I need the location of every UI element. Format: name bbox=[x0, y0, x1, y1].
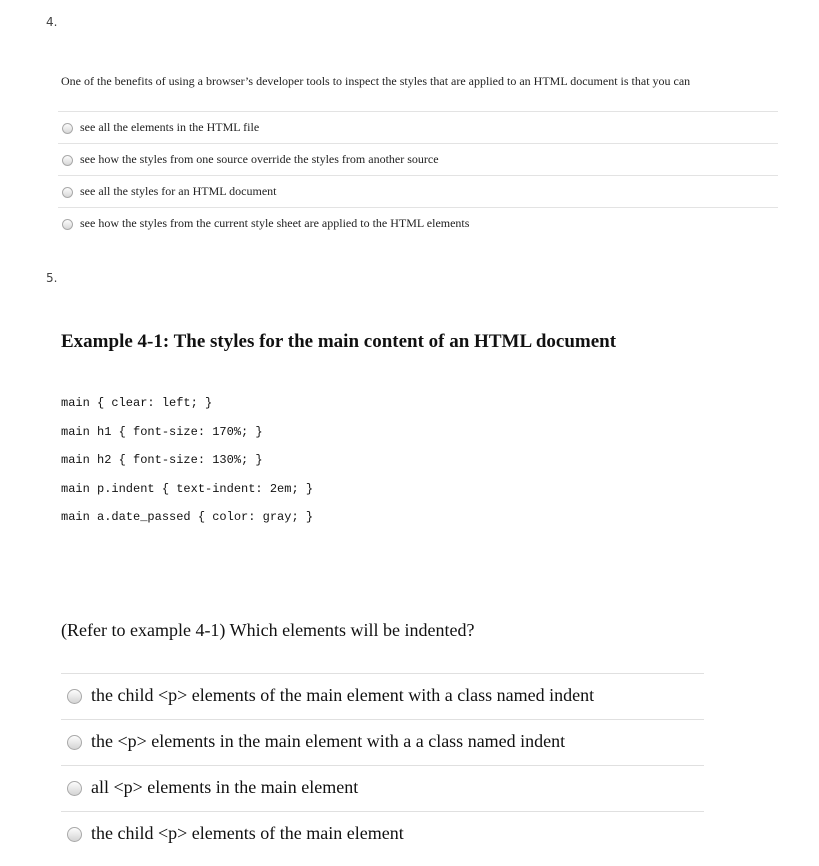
radio-button[interactable] bbox=[67, 735, 82, 750]
question-4-option-3[interactable] bbox=[58, 175, 778, 207]
question-5-prompt: (Refer to example 4-1) Which elements will be indented? bbox=[61, 620, 475, 640]
radio-button[interactable] bbox=[62, 123, 73, 134]
code-line: main a.date_passed { color: gray; } bbox=[61, 510, 314, 524]
code-line: main h2 { font-size: 130%; } bbox=[61, 453, 263, 467]
option-label[interactable]: the child <p> elements of the main element with a class named indent bbox=[91, 685, 595, 705]
option-label[interactable]: see all the styles for an HTML document bbox=[80, 184, 277, 198]
option-label[interactable]: the <p> elements in the main element with a a class named indent bbox=[91, 731, 566, 751]
question-4-option-1[interactable] bbox=[58, 111, 778, 143]
radio-button[interactable] bbox=[62, 187, 73, 198]
radio-button[interactable] bbox=[67, 781, 82, 796]
option-label[interactable]: all <p> elements in the main element bbox=[91, 777, 359, 797]
radio-button[interactable] bbox=[67, 689, 82, 704]
question-4-option-4[interactable] bbox=[58, 207, 778, 239]
radio-button[interactable] bbox=[62, 219, 73, 230]
option-label[interactable]: see how the styles from the current style sheet are applied to the HTML elements bbox=[80, 216, 470, 230]
question-4-option-2[interactable] bbox=[58, 143, 778, 175]
question-4-options bbox=[58, 111, 778, 239]
radio-button[interactable] bbox=[67, 827, 82, 842]
radio-button[interactable] bbox=[62, 155, 73, 166]
question-5-number: 5. bbox=[46, 271, 58, 285]
question-4-number: 4. bbox=[46, 15, 58, 29]
question-5-options bbox=[61, 673, 704, 857]
question-5-option-4[interactable] bbox=[61, 811, 704, 857]
code-line: main { clear: left; } bbox=[61, 396, 213, 410]
option-label[interactable]: the child <p> elements of the main element bbox=[91, 823, 404, 843]
question-5-option-3[interactable] bbox=[61, 765, 704, 811]
code-line: main h1 { font-size: 170%; } bbox=[61, 425, 263, 439]
code-line: main p.indent { text-indent: 2em; } bbox=[61, 482, 314, 496]
question-5-option-2[interactable] bbox=[61, 719, 704, 765]
option-label[interactable]: see how the styles from one source override the styles from another source bbox=[80, 152, 439, 166]
option-label[interactable]: see all the elements in the HTML file bbox=[80, 120, 260, 134]
example-title: Example 4-1: The styles for the main content of an HTML document bbox=[61, 331, 617, 352]
question-4-prompt: One of the benefits of using a browser’s developer tools to inspect the styles that are applied to an HTML document is that you can bbox=[61, 74, 691, 88]
question-5-option-1[interactable] bbox=[61, 673, 704, 719]
